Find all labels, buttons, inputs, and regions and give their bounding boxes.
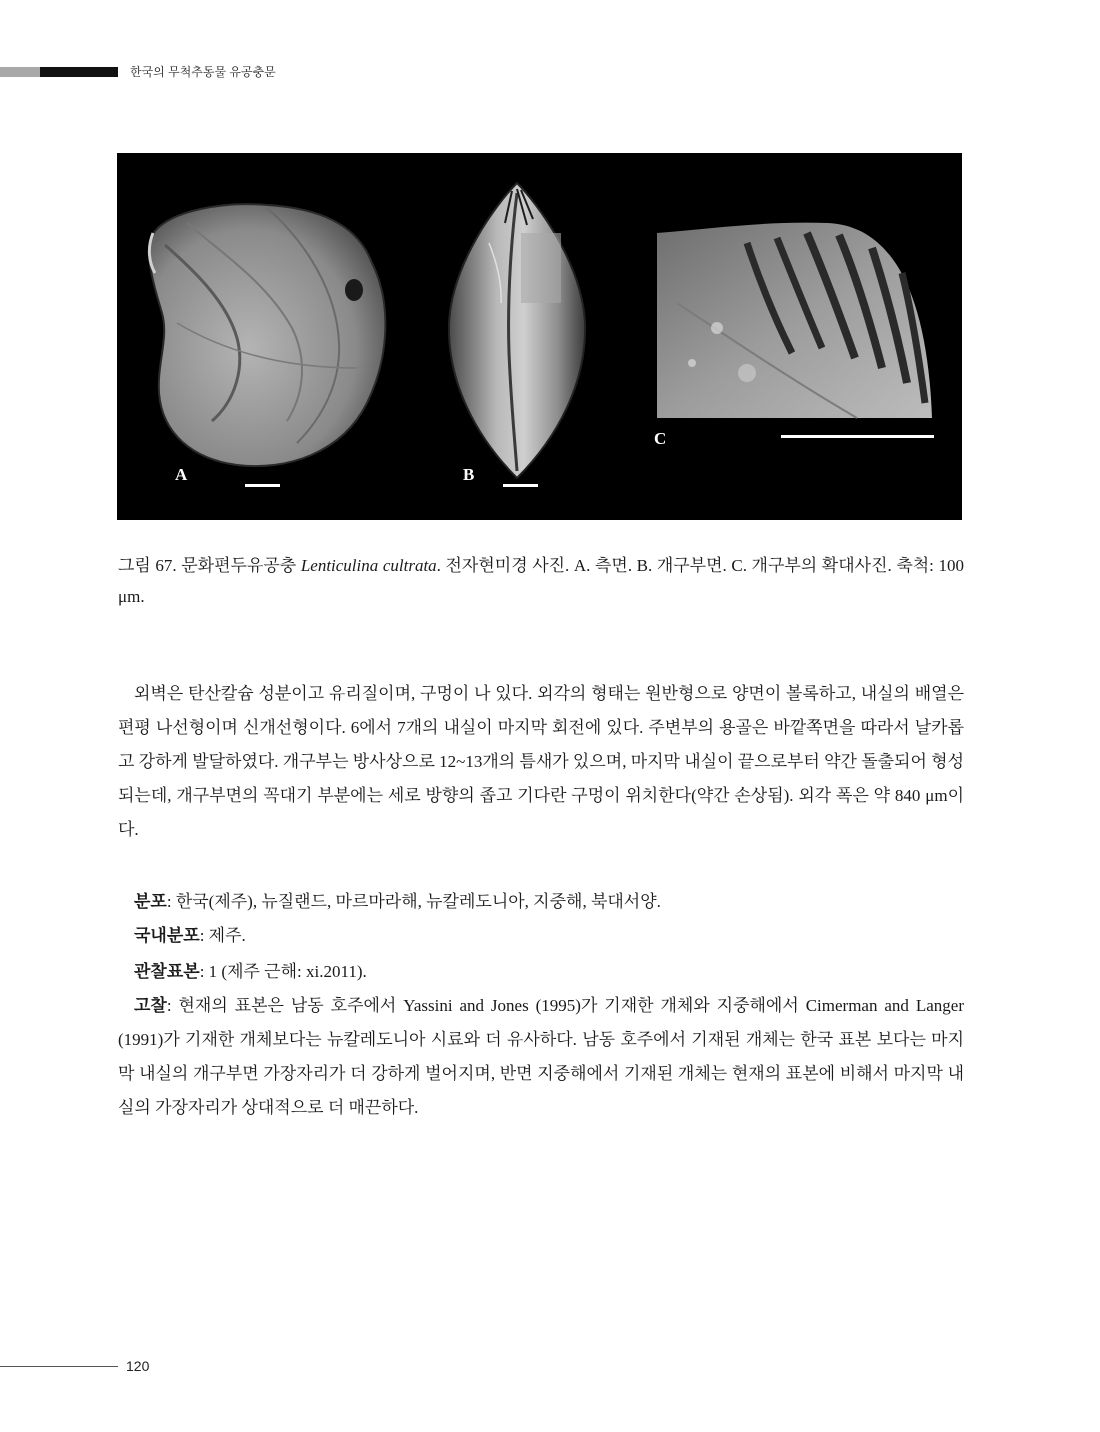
page-number: 120 [126,1358,150,1374]
scale-bar-c [781,435,934,438]
domestic-label: 국내분포 [134,926,200,945]
remarks-paragraph [118,989,964,1125]
distribution-label: 분포 [134,892,167,911]
description-body [118,677,964,847]
specimen-a-side-view [149,204,385,466]
domestic-distribution-line [118,919,964,953]
caption-rest: . 전자현미경 사진. A. 측면. B. 개구부면. C. 개구부의 확대사진. 축척: 100 μm. [118,556,964,606]
caption-species-name: Lenticulina cultrata [300,556,437,575]
running-title: 한국의 무척추동물 유공충문 [130,65,276,79]
distribution-text: : 한국(제주), 뉴질랜드, 마르마라해, 뉴칼레도니아, 지중해, 북대서양. [166,892,661,911]
remarks-text: : 현재의 표본은 남동 호주에서 Yassini and Jones (1995)가 기재한 개체와 지중해에서 Cimerman and Langer (1991)가 기재한 개체보다는 뉴칼레도니아 시료와 더 유사하다. 남동 호주에서 기재된 개체는 한국 표본 보다는 마지막 내실의 개구부면 가장자리가 더 강하게 벌어지며, 반면 지중해에서 기재된 개체는 현재의 표본에 비해서 마지막 내실의 가장자리가 상대적으로 더 매끈하다. [118,996,964,1117]
specimen-c-aperture-closeup [657,223,932,418]
scale-bar-a [245,484,280,487]
figure-label-c: C [654,429,667,448]
header-bar-gray [0,67,40,77]
description-paragraph: 외벽은 탄산칼슘 성분이고 유리질이며, 구멍이 나 있다. 외각의 형태는 원반형으로 양면이 볼록하고, 내실의 배열은 편평 나선형이며 신개선형이다. 6에서 7개의 내실이 마지막 회전에 있다. 주변부의 용골은 바깥쪽면을 따라서 날카롭고 강하게 발달하였다. 개구부는 방사상으로 12~13개의 틈새가 있으며, 마지막 내실이 끝으로부터 약간 돌출되어 형성되는데, 개구부면의 꼭대기 부분에는 세로 방향의 좁고 기다란 구멍이 위치한다(약간 손상됨). 외각 폭은 약 840 μm이다. [118,684,964,839]
sem-figure-plate [117,153,962,520]
domestic-text: : 제주. [199,926,246,945]
specimen-label: 관찰표본 [134,962,200,981]
footer-rule [0,1366,118,1367]
remarks-label: 고찰 [134,996,167,1015]
header-bar-black [40,67,118,77]
specimen-line [118,955,964,989]
specimen-text: : 1 (제주 근해: xi.2011). [199,962,367,981]
caption-prefix: 그림 67. 문화편두유공충 [118,556,301,575]
specimen-b-apertural-view [449,183,585,478]
figure-caption [118,550,964,612]
sem-figure-illustration [117,153,962,520]
distribution-line [118,885,964,919]
figure-label-b: B [463,465,475,484]
scale-bar-b [503,484,538,487]
figure-label-a: A [175,465,188,484]
